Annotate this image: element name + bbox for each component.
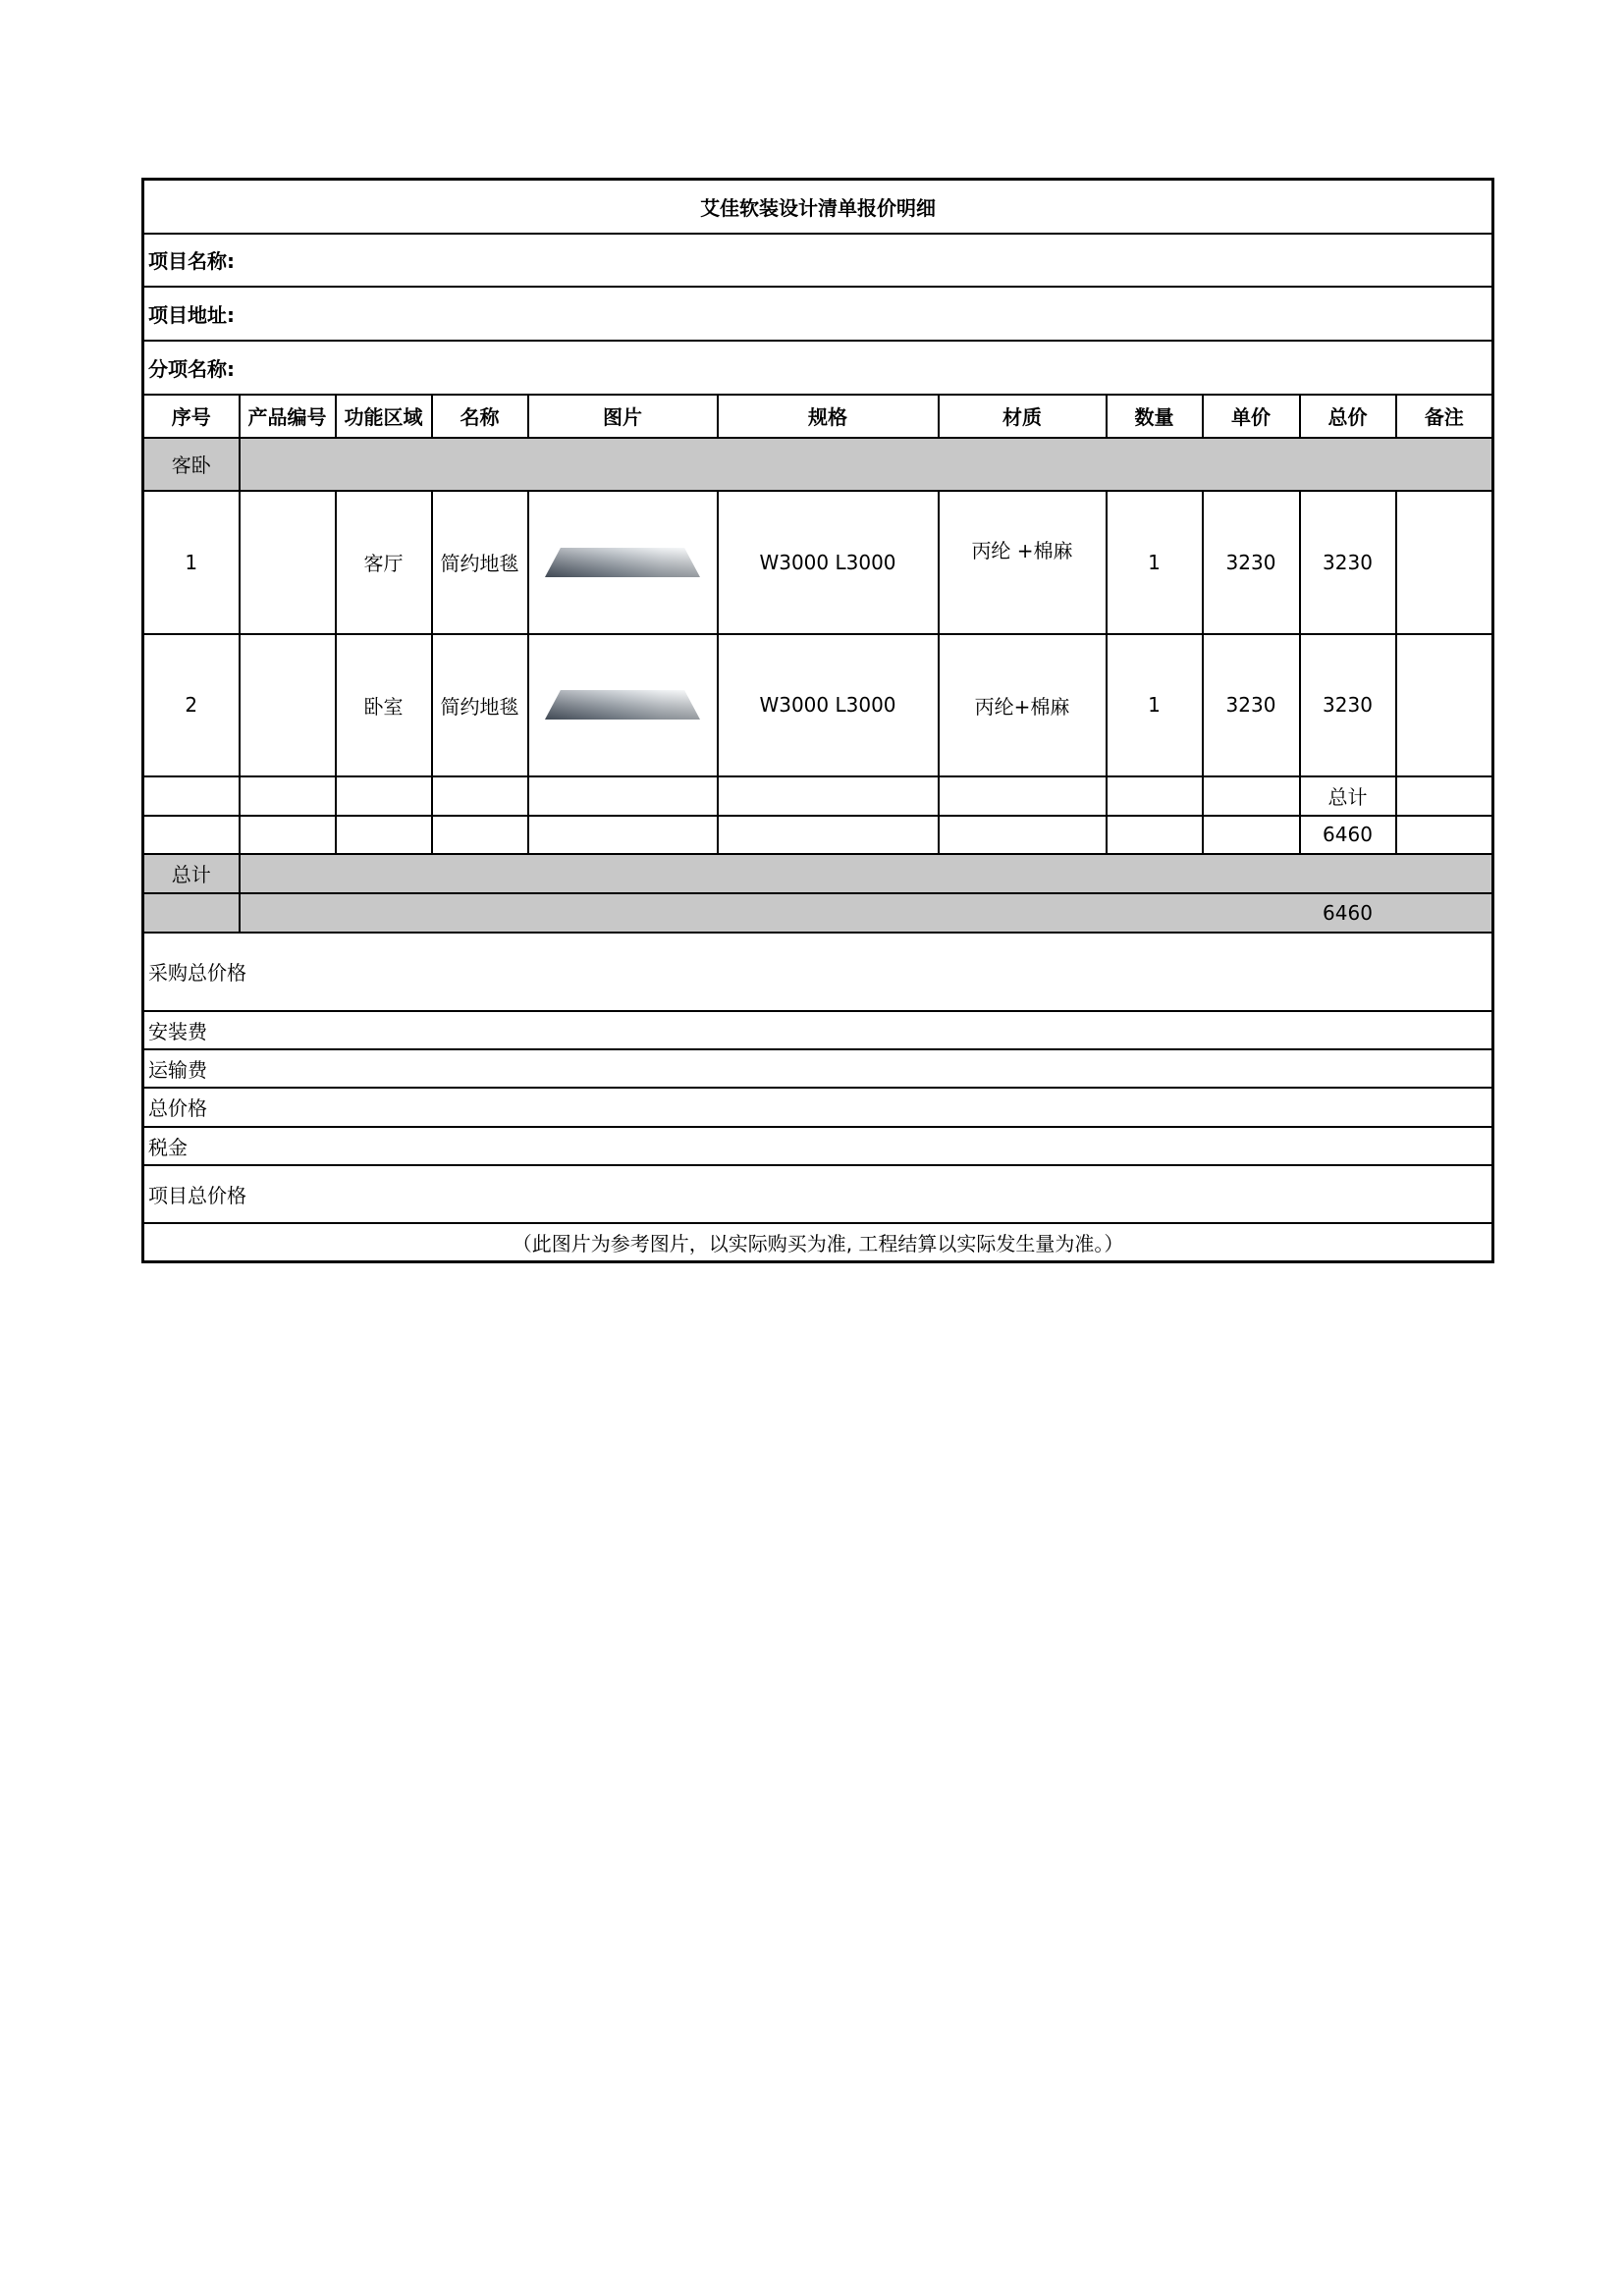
row-name: 简约地毯 (432, 491, 528, 634)
row-image (528, 634, 718, 776)
sheet-title: 艾佳软装设计清单报价明细 (143, 180, 1493, 234)
row-total: 3230 (1300, 634, 1396, 776)
row-spec: W3000 L3000 (718, 634, 939, 776)
row-code (240, 491, 336, 634)
row-no: 1 (143, 491, 240, 634)
header-spec: 规格 (718, 395, 939, 438)
install-fee-label: 安装费 (143, 1011, 1493, 1049)
project-total-label: 项目总价格 (143, 1165, 1493, 1223)
purchase-total-label: 采购总价格 (143, 933, 1493, 1011)
row-code (240, 634, 336, 776)
header-area: 功能区域 (336, 395, 432, 438)
group-row (143, 438, 1493, 491)
row-name: 简约地毯 (432, 634, 528, 776)
header-qty: 数量 (1107, 395, 1203, 438)
subtotal-label-row (143, 776, 1493, 816)
row-area: 客厅 (336, 491, 432, 634)
header-name: 名称 (432, 395, 528, 438)
group-fill (240, 438, 1493, 491)
table-row (143, 634, 1493, 776)
row-unit-price: 3230 (1203, 634, 1300, 776)
subtotal-label: 总计 (1300, 776, 1396, 816)
row-spec: W3000 L3000 (718, 491, 939, 634)
row-material: 丙纶 +棉麻 (939, 491, 1107, 634)
project-address-label: 项目地址: (143, 287, 1493, 341)
row-total: 3230 (1300, 491, 1396, 634)
grand-value-row (143, 893, 1493, 933)
row-note (1396, 491, 1493, 634)
header-row (143, 395, 1493, 438)
header-image: 图片 (528, 395, 718, 438)
row-no: 2 (143, 634, 240, 776)
tax-label: 税金 (143, 1127, 1493, 1165)
grand-value: 6460 (1300, 893, 1396, 933)
total-price-label: 总价格 (143, 1088, 1493, 1127)
subtotal-value: 6460 (1300, 816, 1396, 854)
header-code: 产品编号 (240, 395, 336, 438)
header-no: 序号 (143, 395, 240, 438)
footnote: （此图片为参考图片，以实际购买为准, 工程结算以实际发生量为准。） (143, 1223, 1493, 1262)
header-note: 备注 (1396, 395, 1493, 438)
table-row (143, 491, 1493, 634)
row-qty: 1 (1107, 491, 1203, 634)
row-image (528, 491, 718, 634)
group-label: 客卧 (143, 438, 240, 491)
grand-label: 总计 (143, 854, 240, 893)
rug-image (543, 688, 702, 721)
row-note (1396, 634, 1493, 776)
subtotal-value-row (143, 816, 1493, 854)
row-unit-price: 3230 (1203, 491, 1300, 634)
project-name-label: 项目名称: (143, 234, 1493, 287)
row-area: 卧室 (336, 634, 432, 776)
sub-name-label: 分项名称: (143, 341, 1493, 395)
header-material: 材质 (939, 395, 1107, 438)
rug-image (543, 546, 702, 579)
row-material: 丙纶+棉麻 (939, 634, 1107, 776)
row-qty: 1 (1107, 634, 1203, 776)
header-total: 总价 (1300, 395, 1396, 438)
grand-label-row (143, 854, 1493, 893)
quote-sheet (141, 178, 1494, 1263)
transport-fee-label: 运输费 (143, 1049, 1493, 1088)
header-unit-price: 单价 (1203, 395, 1300, 438)
